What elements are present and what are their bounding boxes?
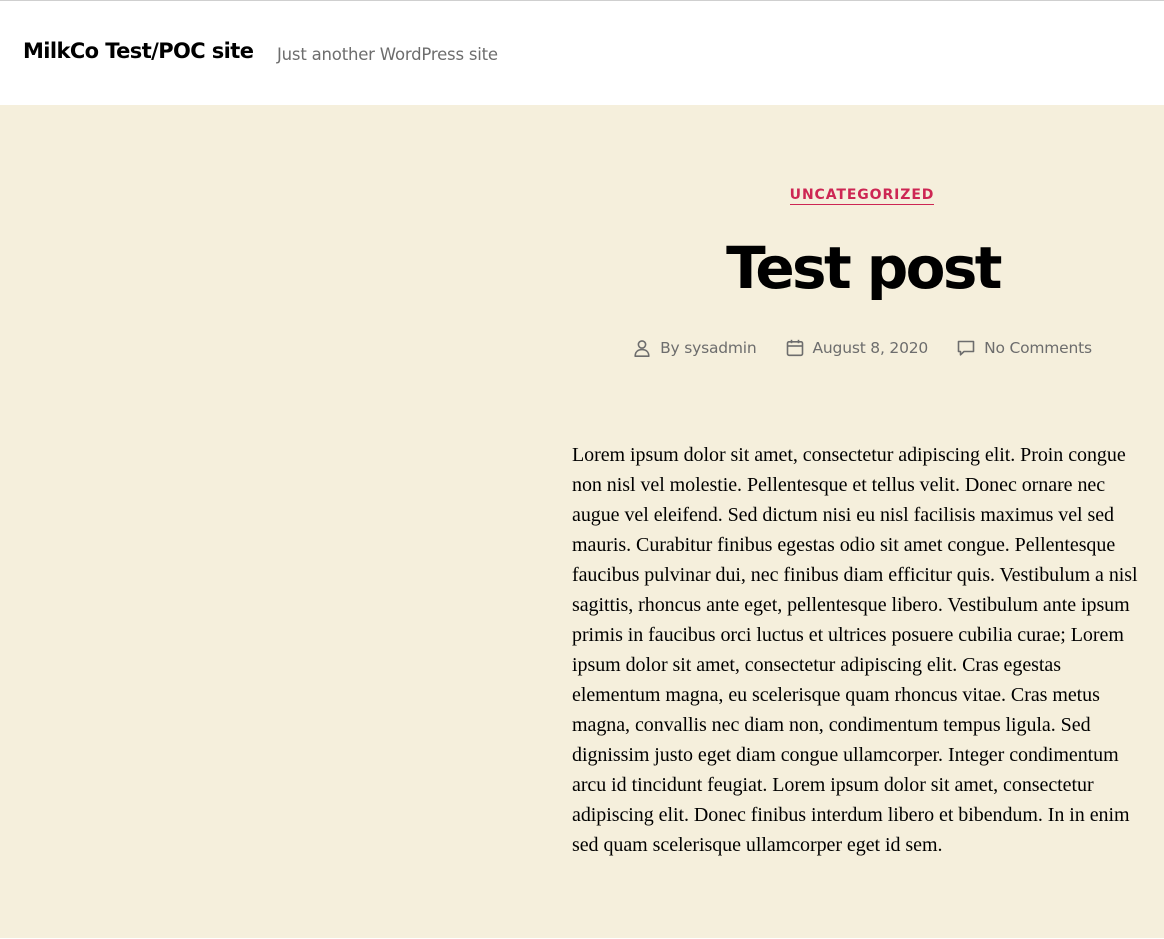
site-header (0, 5, 1164, 105)
post-comments (956, 338, 1092, 358)
post-title: Test post (726, 234, 1000, 302)
calendar-icon (785, 338, 805, 358)
post-author (632, 338, 756, 358)
person-icon (632, 338, 652, 358)
entry-categories (572, 186, 1152, 204)
comments-link[interactable]: No Comments (984, 339, 1092, 357)
date-link[interactable]: August 8, 2020 (812, 339, 929, 357)
author-link[interactable]: By sysadmin (660, 339, 757, 357)
post-date (785, 338, 929, 358)
category-link-uncategorized[interactable]: UNCATEGORIZED (789, 187, 935, 203)
comment-icon (956, 338, 976, 358)
post-meta (572, 338, 1152, 358)
site-description: Just another WordPress site (277, 45, 498, 64)
post-content: Lorem ipsum dolor sit amet, consectetur adipiscing elit. Proin congue non nisl vel molestie. Pellentesque et tellus velit. Donec ornare nec augue vel eleifend. Sed dictum nisi eu nisl facilisis maximus vel sed mauris. Curabitur finibus egestas odio sit amet congue. Pellentesque faucibus pulvinar dui, nec finibus diam efficitur quis. Vestibulum a nisl sagittis, rhoncus ante eget, pellentesque libero. Vestibulum ante ipsum primis in faucibus orci luctus et ultrices posuere cubilia curae; Lorem ipsum dolor sit amet, consectetur adipiscing elit. Cras egestas elementum magna, eu scelerisque quam rhoncus vitae. Cras metus magna, convallis nec diam non, condimentum tempus ligula. Sed dignissim justo eget diam congue ullamcorper. Integer condimentum arcu id tincidunt feugiat. Lorem ipsum dolor sit amet, consectetur adipiscing elit. Donec finibus interdum libero et bibendum. In in enim sed quam scelerisque ullamcorper eget id sem. (572, 444, 1138, 856)
site-title[interactable]: MilkCo Test/POC site (23, 39, 254, 63)
